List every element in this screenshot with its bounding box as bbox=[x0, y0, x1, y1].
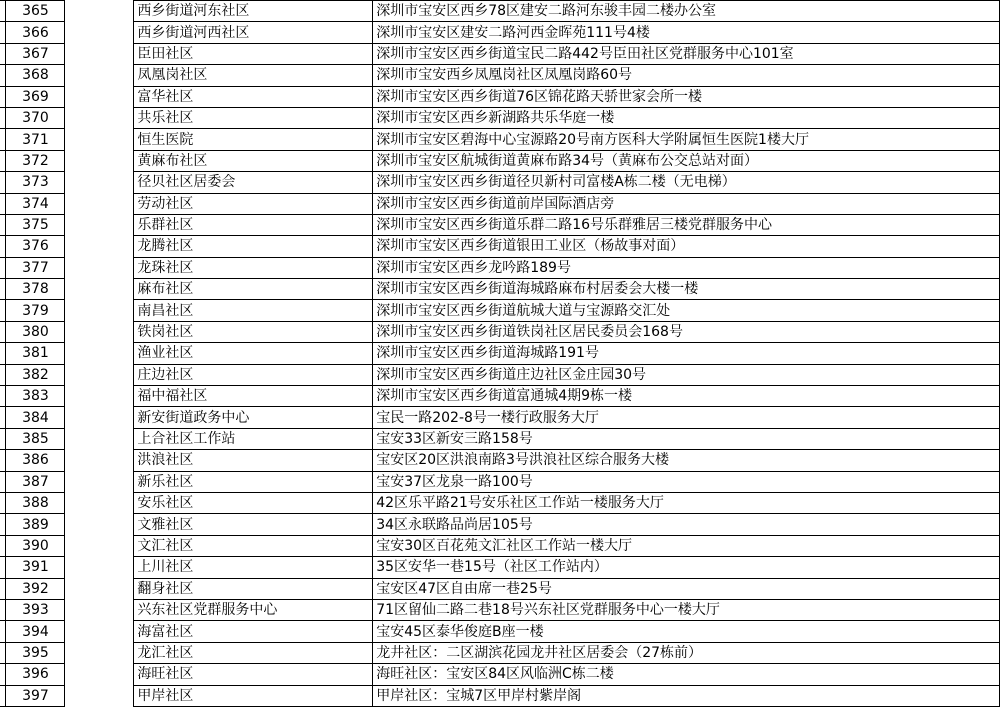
row-number-cell[interactable]: 393 bbox=[6, 599, 65, 620]
table-row bbox=[0, 386, 1000, 407]
blank-cell[interactable] bbox=[65, 364, 134, 385]
row-number-cell[interactable]: 378 bbox=[6, 279, 65, 300]
community-name-cell[interactable]: 甲岸社区 bbox=[134, 685, 373, 706]
table-row bbox=[0, 685, 1000, 706]
table-row bbox=[0, 364, 1000, 385]
row-number-cell[interactable]: 383 bbox=[6, 386, 65, 407]
blank-cell[interactable] bbox=[65, 685, 134, 706]
row-number-cell[interactable]: 375 bbox=[6, 214, 65, 235]
community-name-cell[interactable]: 恒生医院 bbox=[134, 129, 373, 150]
row-number-cell[interactable]: 389 bbox=[6, 514, 65, 535]
table-row bbox=[0, 535, 1000, 556]
community-name-cell[interactable]: 翻身社区 bbox=[134, 578, 373, 599]
row-number-cell[interactable]: 367 bbox=[6, 43, 65, 64]
address-cell[interactable]: 71区留仙二路二巷18号兴东社区党群服务中心一楼大厅 bbox=[373, 599, 1000, 620]
row-number-cell[interactable]: 366 bbox=[6, 22, 65, 43]
table-row bbox=[0, 557, 1000, 578]
address-cell[interactable]: 深圳市宝安区建安二路河西金晖苑111号4楼 bbox=[373, 22, 1000, 43]
address-cell[interactable]: 深圳市宝安区西乡街道径贝新村司富楼A栋二楼（无电梯） bbox=[373, 172, 1000, 193]
blank-cell[interactable] bbox=[65, 300, 134, 321]
blank-cell[interactable] bbox=[65, 557, 134, 578]
blank-cell[interactable] bbox=[65, 343, 134, 364]
community-name-cell[interactable]: 龙珠社区 bbox=[134, 257, 373, 278]
row-number-cell[interactable]: 370 bbox=[6, 107, 65, 128]
table-row bbox=[0, 214, 1000, 235]
address-cell[interactable]: 龙井社区：二区湖滨花园龙井社区居委会（27栋前） bbox=[373, 642, 1000, 663]
blank-cell[interactable] bbox=[65, 257, 134, 278]
table-row bbox=[0, 407, 1000, 428]
community-name-cell[interactable]: 渔业社区 bbox=[134, 343, 373, 364]
address-cell[interactable]: 甲岸社区：宝城7区甲岸村紫岸阁 bbox=[373, 685, 1000, 706]
address-cell[interactable]: 深圳市宝安区西乡街道乐群二路16号乐群雅居三楼党群服务中心 bbox=[373, 214, 1000, 235]
address-cell[interactable]: 深圳市宝安区西乡街道航城大道与宝源路交汇处 bbox=[373, 300, 1000, 321]
blank-cell[interactable] bbox=[65, 214, 134, 235]
row-number-cell[interactable]: 374 bbox=[6, 193, 65, 214]
community-name-cell[interactable]: 共乐社区 bbox=[134, 107, 373, 128]
row-number-cell[interactable]: 397 bbox=[6, 685, 65, 706]
community-name-cell[interactable]: 福中福社区 bbox=[134, 386, 373, 407]
table-row bbox=[0, 321, 1000, 342]
row-number-cell[interactable]: 385 bbox=[6, 428, 65, 449]
address-cell[interactable]: 深圳市宝安区航城街道黄麻布路34号（黄麻布公交总站对面） bbox=[373, 150, 1000, 171]
table-row bbox=[0, 514, 1000, 535]
community-name-cell[interactable]: 龙腾社区 bbox=[134, 236, 373, 257]
blank-cell[interactable] bbox=[65, 65, 134, 86]
address-cell[interactable]: 深圳市宝安区西乡街道海城路麻布村居委会大楼一楼 bbox=[373, 279, 1000, 300]
blank-cell[interactable] bbox=[65, 43, 134, 64]
address-cell[interactable]: 34区永联路品尚居105号 bbox=[373, 514, 1000, 535]
table-row bbox=[0, 578, 1000, 599]
blank-cell[interactable] bbox=[65, 22, 134, 43]
row-number-cell[interactable]: 368 bbox=[6, 65, 65, 86]
community-name-cell[interactable]: 海旺社区 bbox=[134, 664, 373, 685]
community-name-cell[interactable]: 文雅社区 bbox=[134, 514, 373, 535]
address-cell[interactable]: 深圳市宝安区西乡街道前岸国际酒店旁 bbox=[373, 193, 1000, 214]
blank-cell[interactable] bbox=[65, 492, 134, 513]
address-cell[interactable]: 深圳市宝安区西乡龙吟路189号 bbox=[373, 257, 1000, 278]
blank-cell[interactable] bbox=[65, 321, 134, 342]
table-row bbox=[0, 621, 1000, 642]
address-cell[interactable]: 宝安45区泰华俊庭B座一楼 bbox=[373, 621, 1000, 642]
blank-cell[interactable] bbox=[65, 236, 134, 257]
table-row bbox=[0, 428, 1000, 449]
address-cell[interactable]: 深圳市宝安区西乡街道富通城4期9栋一楼 bbox=[373, 386, 1000, 407]
row-number-cell[interactable]: 365 bbox=[6, 1, 65, 22]
address-cell[interactable]: 深圳市宝安区西乡街道海城路191号 bbox=[373, 343, 1000, 364]
community-name-cell[interactable]: 黄麻布社区 bbox=[134, 150, 373, 171]
community-name-cell[interactable]: 上合社区工作站 bbox=[134, 428, 373, 449]
community-name-cell[interactable]: 安乐社区 bbox=[134, 492, 373, 513]
row-number-cell[interactable]: 386 bbox=[6, 450, 65, 471]
row-number-cell[interactable]: 373 bbox=[6, 172, 65, 193]
row-number-cell[interactable]: 391 bbox=[6, 557, 65, 578]
community-name-cell[interactable]: 文汇社区 bbox=[134, 535, 373, 556]
row-number-cell[interactable]: 387 bbox=[6, 471, 65, 492]
blank-cell[interactable] bbox=[65, 1, 134, 22]
table-row bbox=[0, 65, 1000, 86]
address-cell[interactable]: 宝安37区龙泉一路100号 bbox=[373, 471, 1000, 492]
table-row bbox=[0, 86, 1000, 107]
table-body bbox=[0, 1, 1000, 707]
table-row bbox=[0, 172, 1000, 193]
blank-cell[interactable] bbox=[65, 407, 134, 428]
community-name-cell[interactable]: 龙汇社区 bbox=[134, 642, 373, 663]
row-number-cell[interactable]: 372 bbox=[6, 150, 65, 171]
row-number-cell[interactable]: 382 bbox=[6, 364, 65, 385]
blank-cell[interactable] bbox=[65, 642, 134, 663]
community-name-cell[interactable]: 乐群社区 bbox=[134, 214, 373, 235]
address-cell[interactable]: 深圳市宝安区西乡街道银田工业区（杨故事对面） bbox=[373, 236, 1000, 257]
blank-cell[interactable] bbox=[65, 578, 134, 599]
blank-cell[interactable] bbox=[65, 279, 134, 300]
row-number-cell[interactable]: 388 bbox=[6, 492, 65, 513]
table-row bbox=[0, 279, 1000, 300]
blank-cell[interactable] bbox=[65, 514, 134, 535]
blank-cell[interactable] bbox=[65, 428, 134, 449]
table-row bbox=[0, 129, 1000, 150]
community-name-cell[interactable]: 臣田社区 bbox=[134, 43, 373, 64]
table-row bbox=[0, 642, 1000, 663]
address-cell[interactable]: 宝安30区百花苑文汇社区工作站一楼大厅 bbox=[373, 535, 1000, 556]
address-cell[interactable]: 深圳市宝安区西乡街道宝民二路442号臣田社区党群服务中心101室 bbox=[373, 43, 1000, 64]
blank-cell[interactable] bbox=[65, 129, 134, 150]
table-row bbox=[0, 193, 1000, 214]
address-cell[interactable]: 宝安区47区自由席一巷25号 bbox=[373, 578, 1000, 599]
blank-cell[interactable] bbox=[65, 150, 134, 171]
community-name-cell[interactable]: 海富社区 bbox=[134, 621, 373, 642]
row-number-cell[interactable]: 377 bbox=[6, 257, 65, 278]
blank-cell[interactable] bbox=[65, 193, 134, 214]
address-cell[interactable]: 宝安区20区洪浪南路3号洪浪社区综合服务大楼 bbox=[373, 450, 1000, 471]
row-number-cell[interactable]: 379 bbox=[6, 300, 65, 321]
blank-cell[interactable] bbox=[65, 535, 134, 556]
blank-cell[interactable] bbox=[65, 471, 134, 492]
community-name-cell[interactable]: 径贝社区居委会 bbox=[134, 172, 373, 193]
community-name-cell[interactable]: 上川社区 bbox=[134, 557, 373, 578]
row-number-cell[interactable]: 384 bbox=[6, 407, 65, 428]
community-name-cell[interactable]: 洪浪社区 bbox=[134, 450, 373, 471]
community-name-cell[interactable]: 新乐社区 bbox=[134, 471, 373, 492]
row-number-cell[interactable]: 396 bbox=[6, 664, 65, 685]
address-cell[interactable]: 深圳市宝安区西乡新湖路共乐华庭一楼 bbox=[373, 107, 1000, 128]
address-cell[interactable]: 深圳市宝安区西乡街道铁岗社区居民委员会168号 bbox=[373, 321, 1000, 342]
row-number-cell[interactable]: 380 bbox=[6, 321, 65, 342]
table-row bbox=[0, 1, 1000, 22]
table-row bbox=[0, 107, 1000, 128]
community-name-cell[interactable]: 西乡街道河西社区 bbox=[134, 22, 373, 43]
table-row bbox=[0, 471, 1000, 492]
blank-cell[interactable] bbox=[65, 86, 134, 107]
table-row bbox=[0, 599, 1000, 620]
address-cell[interactable]: 42区乐平路21号安乐社区工作站一楼服务大厅 bbox=[373, 492, 1000, 513]
table-row bbox=[0, 343, 1000, 364]
row-number-cell[interactable]: 390 bbox=[6, 535, 65, 556]
blank-cell[interactable] bbox=[65, 599, 134, 620]
table-row bbox=[0, 664, 1000, 685]
row-number-cell[interactable]: 381 bbox=[6, 343, 65, 364]
blank-cell[interactable] bbox=[65, 386, 134, 407]
community-name-cell[interactable]: 庄边社区 bbox=[134, 364, 373, 385]
address-cell[interactable]: 深圳市宝安西乡凤凰岗社区凤凰岗路60号 bbox=[373, 65, 1000, 86]
address-cell[interactable]: 深圳市宝安区西乡78区建安二路河东骏丰园二楼办公室 bbox=[373, 1, 1000, 22]
table-row bbox=[0, 257, 1000, 278]
table-row bbox=[0, 22, 1000, 43]
blank-cell[interactable] bbox=[65, 621, 134, 642]
table-row bbox=[0, 43, 1000, 64]
table-row bbox=[0, 300, 1000, 321]
table-row bbox=[0, 450, 1000, 471]
address-cell[interactable]: 35区安华一巷15号（社区工作站内） bbox=[373, 557, 1000, 578]
row-number-cell[interactable]: 394 bbox=[6, 621, 65, 642]
blank-cell[interactable] bbox=[65, 107, 134, 128]
row-number-cell[interactable]: 371 bbox=[6, 129, 65, 150]
row-number-cell[interactable]: 369 bbox=[6, 86, 65, 107]
community-name-cell[interactable]: 凤凰岗社区 bbox=[134, 65, 373, 86]
address-cell[interactable]: 宝民一路202-8号一楼行政服务大厅 bbox=[373, 407, 1000, 428]
community-name-cell[interactable]: 麻布社区 bbox=[134, 279, 373, 300]
community-name-cell[interactable]: 西乡街道河东社区 bbox=[134, 1, 373, 22]
table-row bbox=[0, 236, 1000, 257]
address-cell[interactable]: 深圳市宝安区西乡街道76区锦花路天骄世家会所一楼 bbox=[373, 86, 1000, 107]
address-cell[interactable]: 宝安33区新安三路158号 bbox=[373, 428, 1000, 449]
address-cell[interactable]: 深圳市宝安区西乡街道庄边社区金庄园30号 bbox=[373, 364, 1000, 385]
row-number-cell[interactable]: 395 bbox=[6, 642, 65, 663]
community-name-cell[interactable]: 富华社区 bbox=[134, 86, 373, 107]
address-cell[interactable]: 深圳市宝安区碧海中心宝源路20号南方医科大学附属恒生医院1楼大厅 bbox=[373, 129, 1000, 150]
blank-cell[interactable] bbox=[65, 172, 134, 193]
community-name-cell[interactable]: 南昌社区 bbox=[134, 300, 373, 321]
row-number-cell[interactable]: 392 bbox=[6, 578, 65, 599]
table-row bbox=[0, 492, 1000, 513]
community-name-cell[interactable]: 兴东社区党群服务中心 bbox=[134, 599, 373, 620]
community-name-cell[interactable]: 新安街道政务中心 bbox=[134, 407, 373, 428]
row-number-cell[interactable]: 376 bbox=[6, 236, 65, 257]
table-row bbox=[0, 150, 1000, 171]
community-name-cell[interactable]: 铁岗社区 bbox=[134, 321, 373, 342]
blank-cell[interactable] bbox=[65, 664, 134, 685]
blank-cell[interactable] bbox=[65, 450, 134, 471]
community-name-cell[interactable]: 劳动社区 bbox=[134, 193, 373, 214]
address-cell[interactable]: 海旺社区：宝安区84区风临洲C栋二楼 bbox=[373, 664, 1000, 685]
